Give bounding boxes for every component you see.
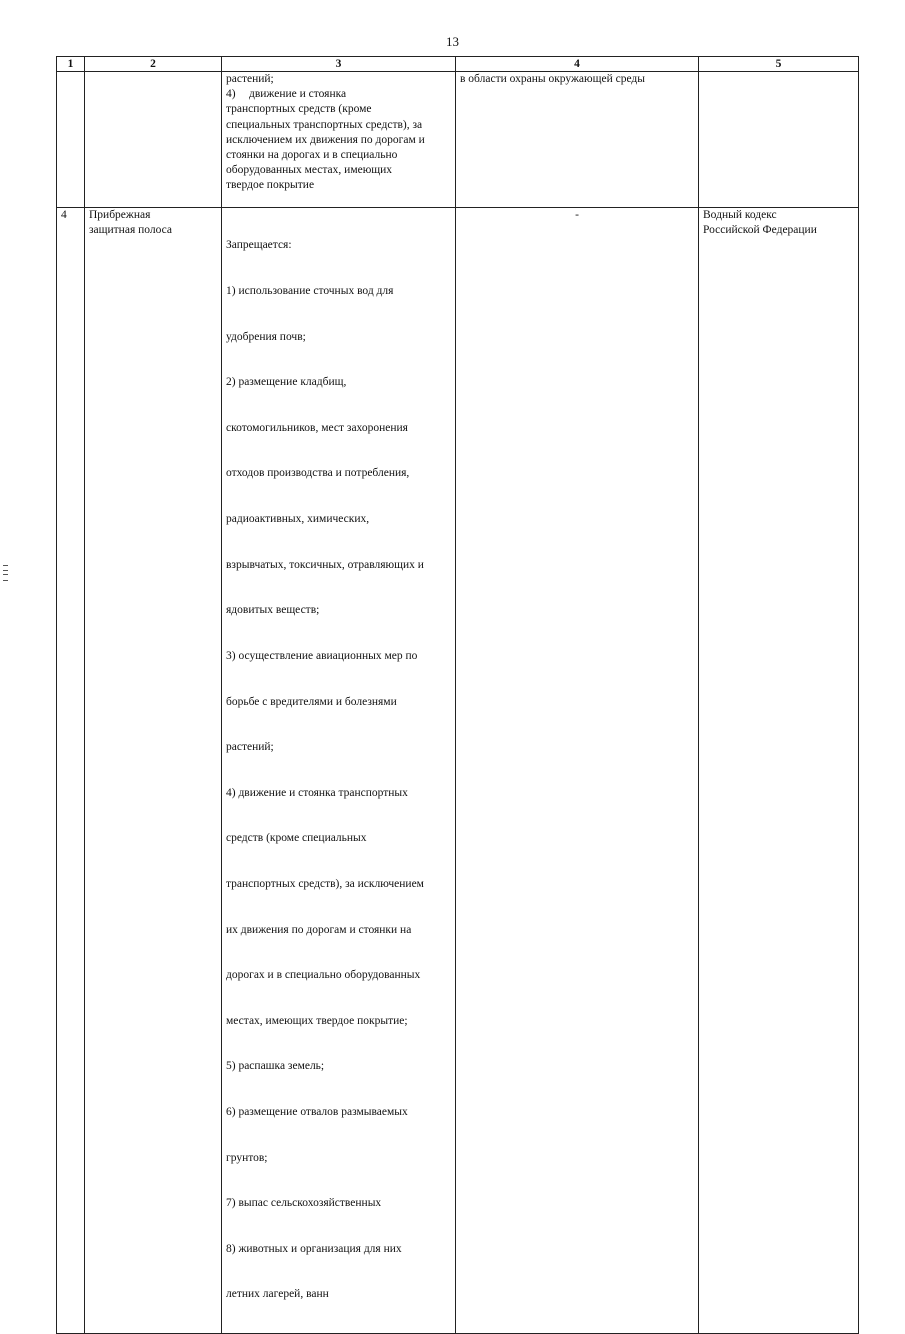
- legal-basis-line: Водный кодекс: [703, 209, 777, 221]
- cell-number: 4: [57, 208, 85, 1334]
- restriction-line: растений;: [226, 73, 274, 85]
- legal-basis-line: Российской Федерации: [703, 224, 817, 237]
- header-col-3: 3: [222, 57, 456, 72]
- restriction-line: их движения по дорогам и стоянки на: [226, 923, 412, 936]
- restriction-line: грунтов;: [226, 1151, 268, 1164]
- restriction-line: 7) выпас сельскохозяйственных: [226, 1197, 382, 1210]
- margin-mark: [3, 565, 8, 581]
- header-col-1: 1: [57, 57, 85, 72]
- zone-name-line: защитная полоса: [89, 224, 172, 237]
- zone-name-line: Прибрежная: [89, 209, 151, 221]
- restriction-line: 8) животных и организация для них: [226, 1242, 402, 1255]
- cell-zone-name: [85, 208, 222, 1334]
- restriction-line: оборудованных местах, имеющих: [226, 164, 393, 177]
- header-col-4: 4: [456, 57, 699, 72]
- restriction-line: ядовитых веществ;: [226, 604, 320, 617]
- restriction-line: 1) использование сточных вод для: [226, 285, 394, 298]
- cell-number: [57, 72, 85, 208]
- restriction-line: 4) движение и стоянка транспортных: [226, 786, 408, 799]
- restriction-line: транспортных средств), за исключением: [226, 877, 424, 890]
- cell-legal-basis: [699, 72, 859, 208]
- restriction-line: радиоактивных, химических,: [226, 513, 370, 526]
- page-number: 13: [446, 34, 459, 49]
- header-col-2: 2: [85, 57, 222, 72]
- restriction-line: твердое покрытие: [226, 179, 315, 192]
- table-header-row: [57, 57, 859, 72]
- header-col-5: 5: [699, 57, 859, 72]
- restriction-line: растений;: [226, 741, 274, 754]
- restriction-line: 2) размещение кладбищ,: [226, 376, 347, 389]
- restriction-line: транспортных средств (кроме: [226, 103, 372, 116]
- restriction-line: местах, имеющих твердое покрытие;: [226, 1014, 408, 1027]
- restriction-line: 6) размещение отвалов размываемых: [226, 1105, 408, 1118]
- restriction-line: стоянки на дорогах и в специально: [226, 149, 398, 162]
- restriction-line: 4) движение и стоянка: [226, 88, 347, 101]
- restriction-line: 5) распашка земель;: [226, 1060, 325, 1073]
- cell-authority: -: [456, 208, 699, 1334]
- restriction-line: взрывчатых, токсичных, отравляющих и: [226, 558, 424, 571]
- restriction-line: средств (кроме специальных: [226, 832, 367, 845]
- regulations-table: [56, 56, 859, 1334]
- cell-restrictions: [222, 208, 456, 1334]
- restriction-line: Запрещается:: [226, 239, 292, 252]
- restriction-line: исключением их движения по дорогам и: [226, 133, 425, 146]
- table-row: [57, 208, 859, 1334]
- restriction-line: 3) осуществление авиационных мер по: [226, 649, 418, 662]
- restriction-line: специальных транспортных средств), за: [226, 118, 423, 131]
- cell-restrictions: [222, 72, 456, 208]
- restriction-line: скотомогильников, мест захоронения: [226, 421, 408, 434]
- cell-zone-name: [85, 72, 222, 208]
- restriction-line: отходов производства и потребления,: [226, 467, 410, 480]
- restriction-line: летних лагерей, ванн: [226, 1288, 329, 1301]
- restriction-line: борьбе с вредителями и болезнями: [226, 695, 397, 708]
- cell-authority: в области охраны окружающей среды: [456, 72, 699, 208]
- restriction-line: удобрения почв;: [226, 330, 306, 343]
- restriction-line: дорогах и в специально оборудованных: [226, 969, 421, 982]
- cell-legal-basis: [699, 208, 859, 1334]
- table-row: [57, 72, 859, 208]
